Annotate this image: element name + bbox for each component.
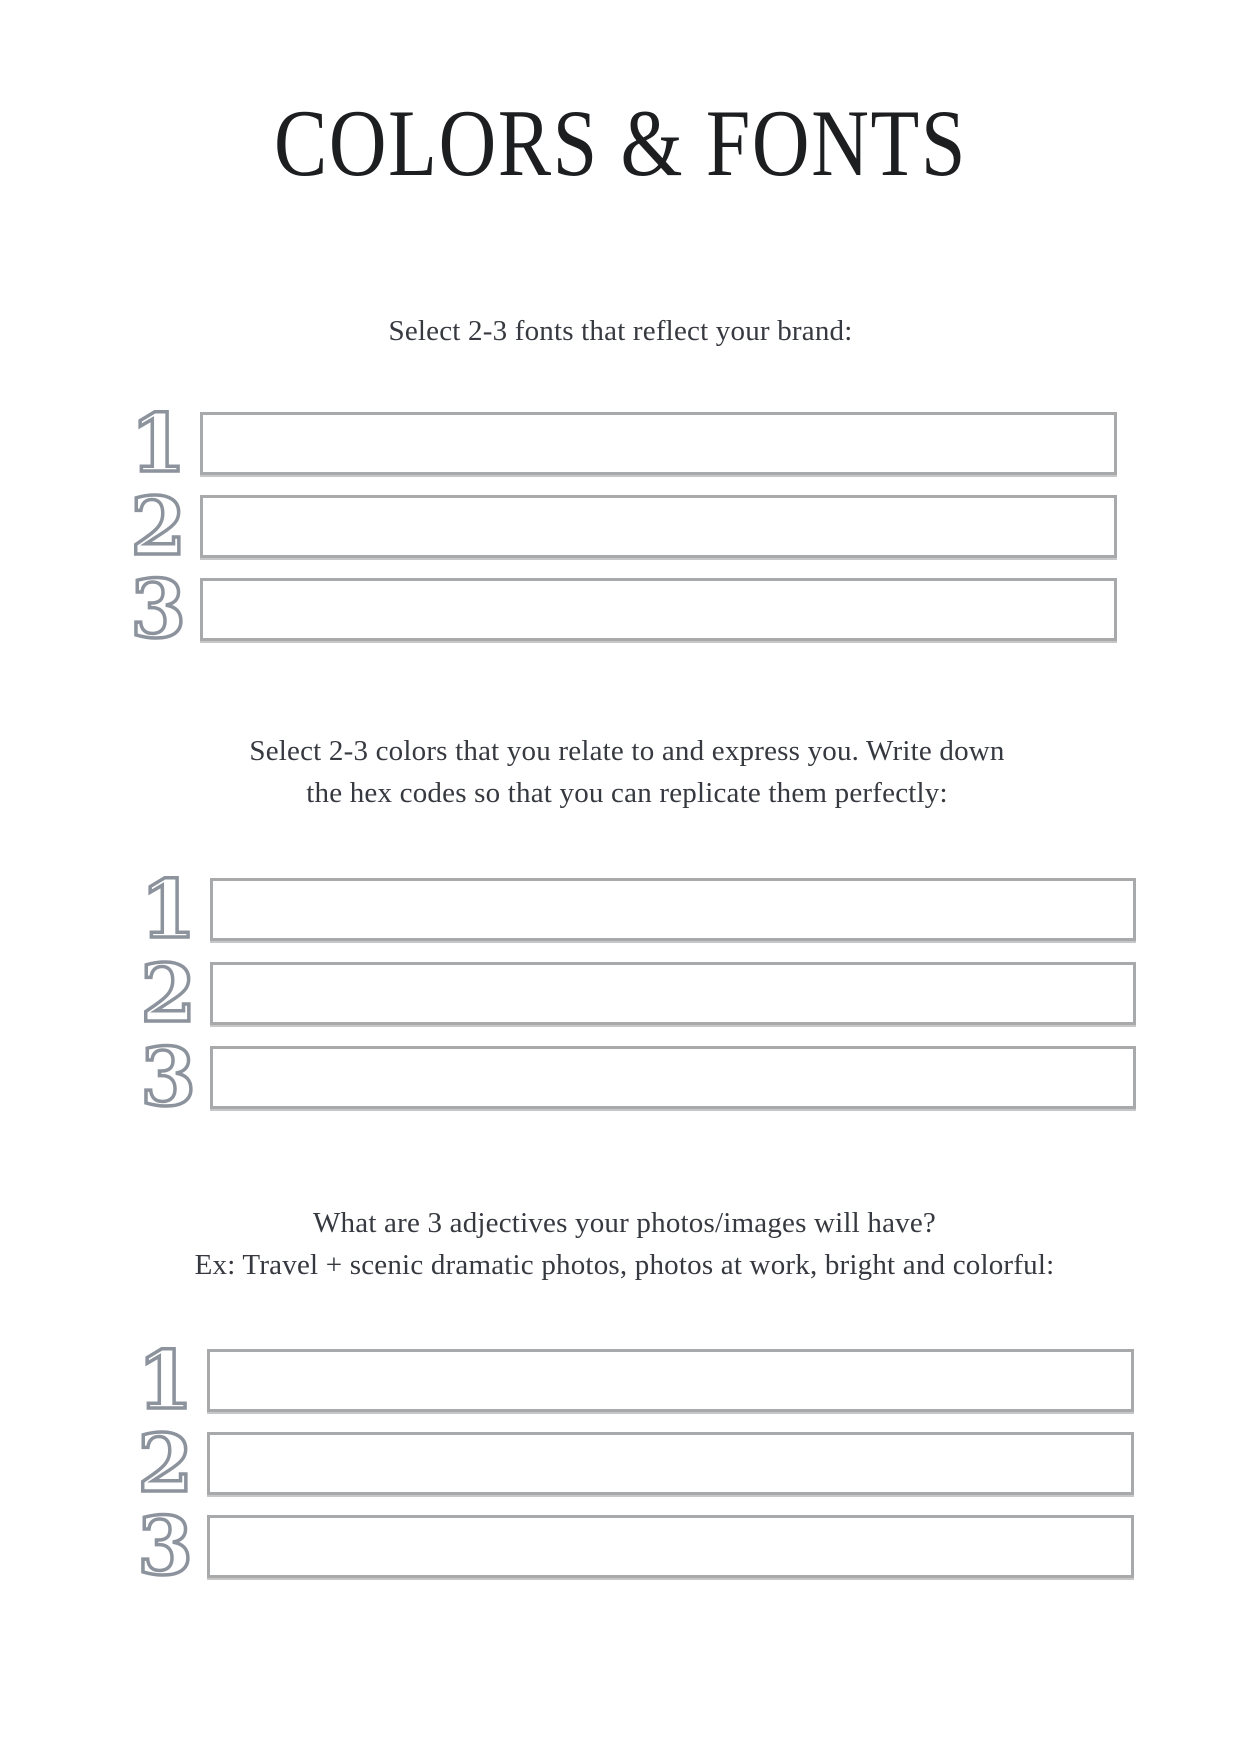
answer-row [118,1030,1136,1124]
fonts-answer-list [108,396,1117,661]
section-heading-colors [118,730,1136,814]
answer-row [108,479,1117,573]
section-heading-line: the hex codes so that you can replicate them perfectly: [306,777,948,809]
section-heading-line: What are 3 adjectives your photos/images will have? [312,1207,937,1239]
answer-row [108,562,1117,656]
answer-box [210,878,1136,941]
number-column [115,1333,207,1427]
photo-adjective-input-2[interactable] [210,1435,1131,1492]
answer-box [200,578,1117,641]
color-answer-input-3[interactable] [213,1049,1133,1106]
photo-adjective-input-3[interactable] [210,1518,1131,1575]
number-column [118,862,210,956]
answer-box [210,1046,1136,1109]
number-column [118,946,210,1040]
number-column [118,1030,210,1124]
number-column [108,396,200,490]
outline-number: 1 [140,862,196,956]
answer-box [210,962,1136,1025]
outline-number: 1 [137,1333,193,1427]
number-column [115,1416,207,1510]
answer-row [108,396,1117,490]
outline-number: 2 [140,946,196,1040]
color-answer-input-2[interactable] [213,965,1133,1022]
answer-box [207,1432,1134,1495]
section-heading-photo-adjectives [115,1202,1134,1286]
page-title: COLORS & FONTS [273,90,968,196]
outline-number: 2 [137,1416,193,1510]
photo-adjectives-answer-list [115,1333,1134,1598]
font-answer-input-2[interactable] [203,498,1114,555]
answer-box [200,495,1117,558]
answer-box [200,412,1117,475]
number-column [115,1499,207,1593]
outline-number: 3 [140,1030,196,1124]
number-column [108,562,200,656]
section-heading-fonts [0,310,1241,352]
photo-adjective-input-1[interactable] [210,1352,1131,1409]
section-heading-line: Select 2-3 fonts that reflect your brand: [388,315,853,347]
font-answer-input-3[interactable] [203,581,1114,638]
answer-row [115,1416,1134,1510]
font-answer-input-1[interactable] [203,415,1114,472]
answer-box [207,1515,1134,1578]
answer-row [118,946,1136,1040]
outline-number: 3 [130,562,186,656]
outline-number: 3 [137,1499,193,1593]
answer-box [207,1349,1134,1412]
colors-answer-list [118,862,1136,1130]
color-answer-input-1[interactable] [213,881,1133,938]
outline-number: 2 [130,479,186,573]
section-heading-line: Ex: Travel + scenic dramatic photos, photos at work, bright and colorful: [194,1249,1055,1281]
answer-row [118,862,1136,956]
number-column [108,479,200,573]
outline-number: 1 [130,396,186,490]
section-heading-line: Select 2-3 colors that you relate to and express you. Write down [249,735,1005,767]
answer-row [115,1499,1134,1593]
answer-row [115,1333,1134,1427]
